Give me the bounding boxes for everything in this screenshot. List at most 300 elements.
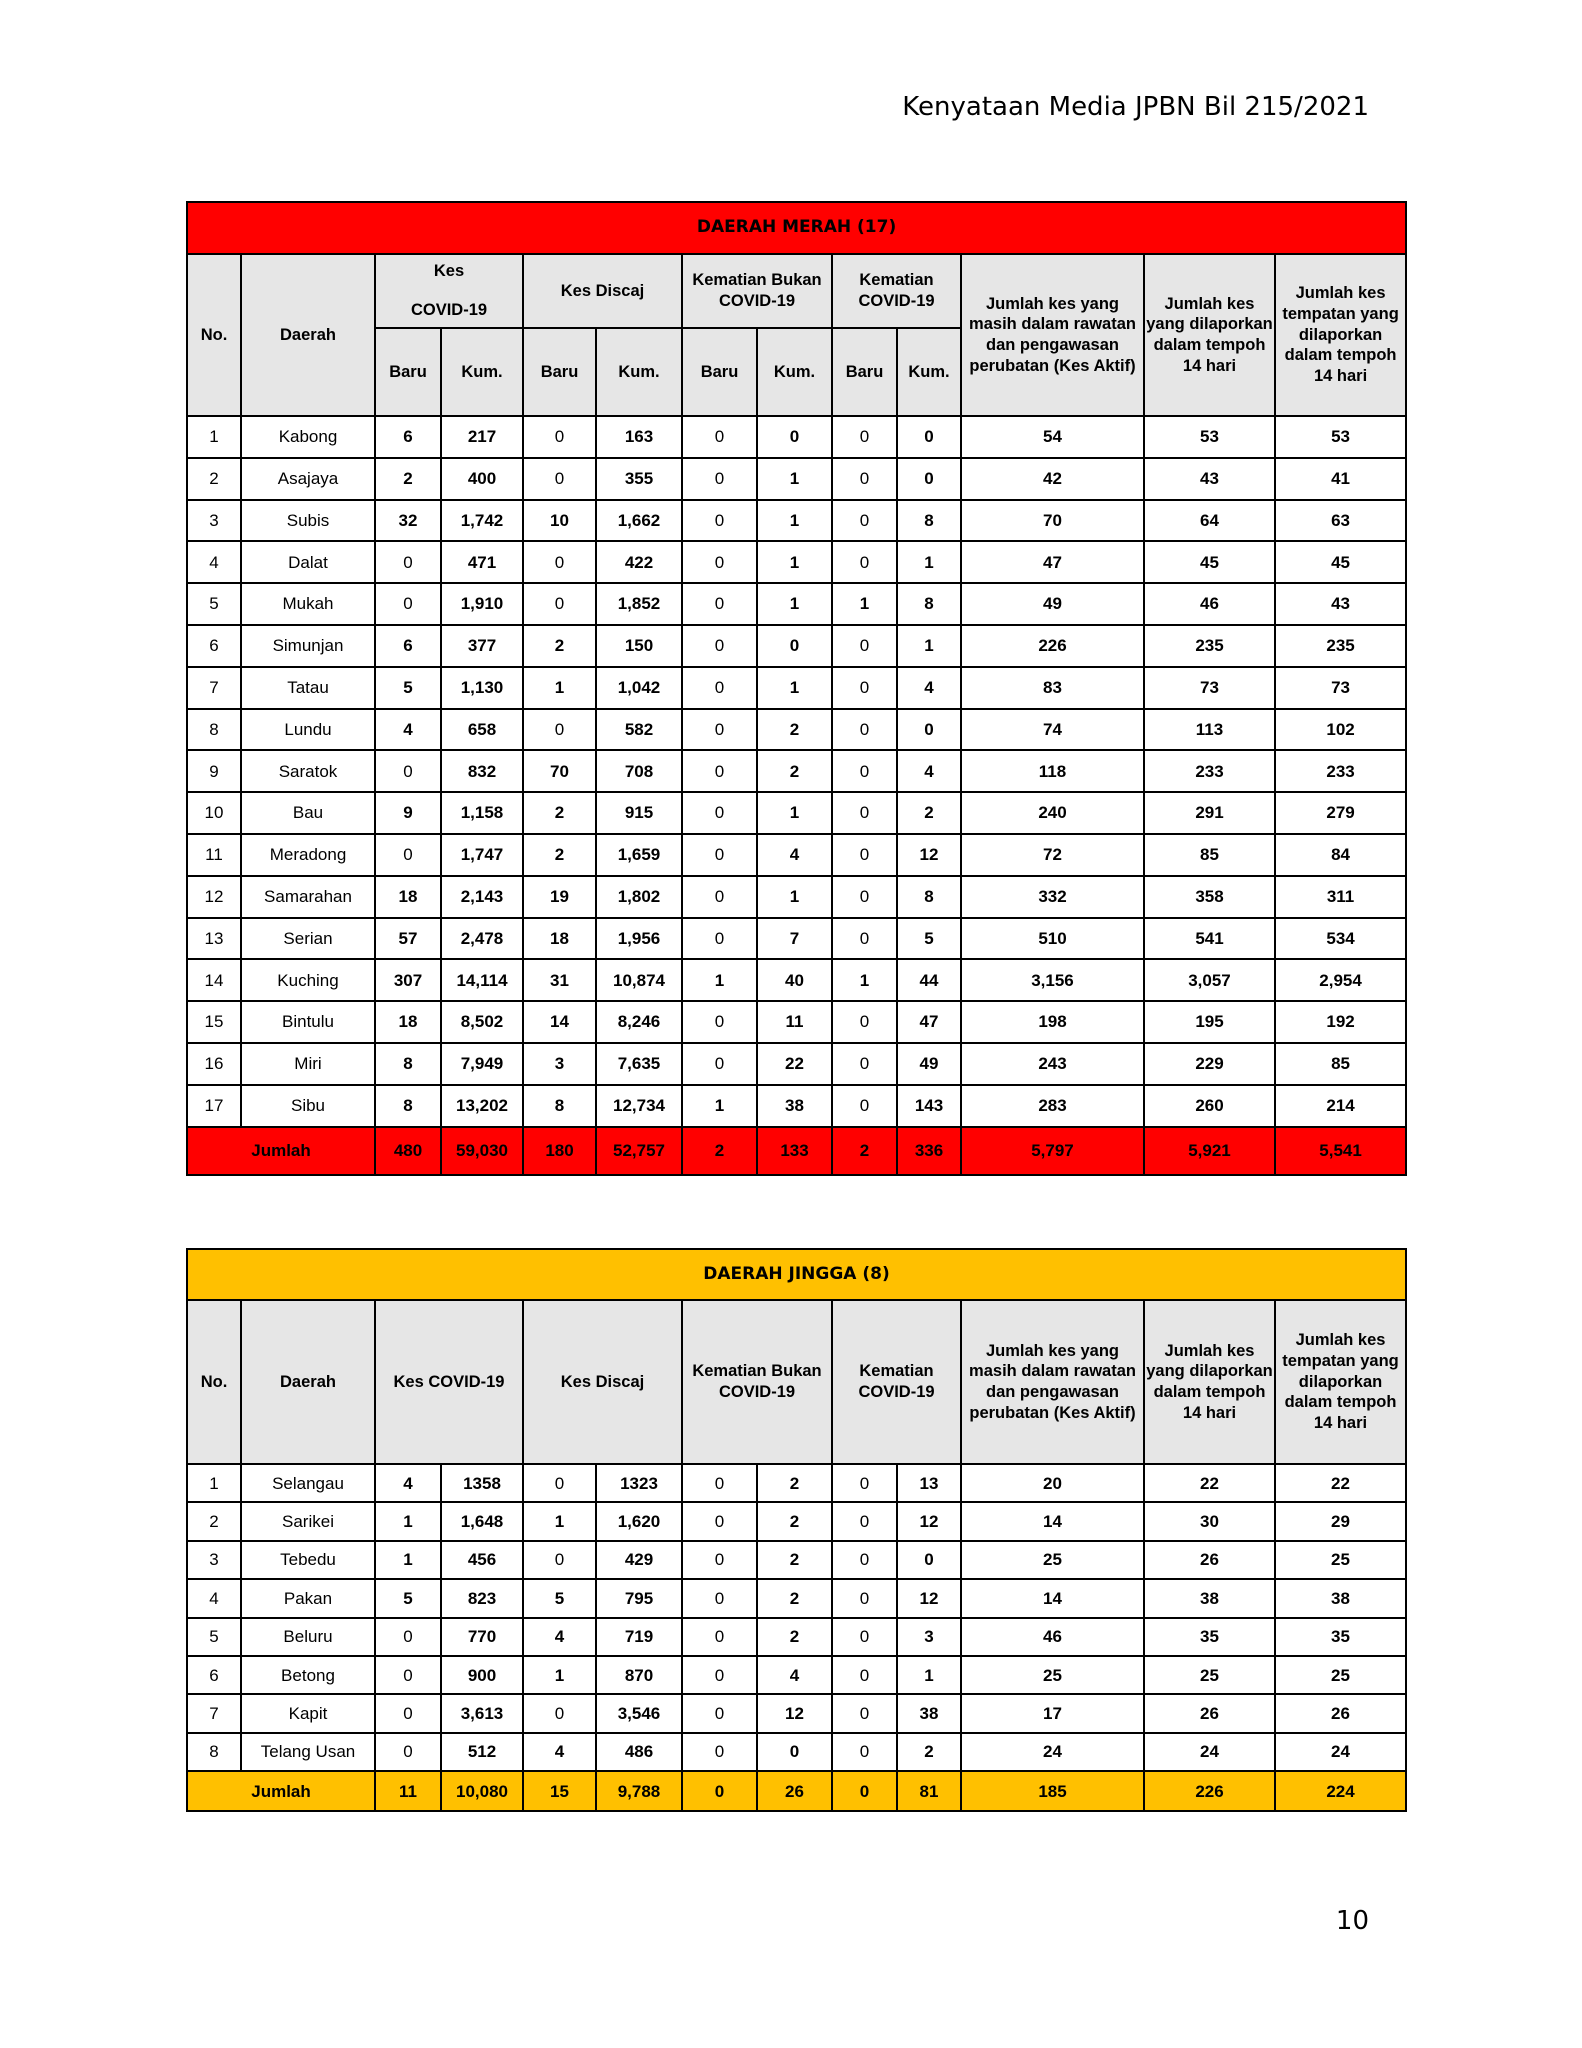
cell-kematian-kum: 12: [897, 1502, 961, 1540]
cell-no: 8: [187, 1733, 241, 1771]
cell-kes-14-hari: 229: [1144, 1043, 1275, 1085]
daerah-merah-table: [186, 201, 1407, 1176]
cell-kematian-baru: 0: [832, 500, 897, 542]
cell-kes-kum: 13,202: [441, 1085, 523, 1127]
cell-kes-kum: 1,130: [441, 667, 523, 709]
cell-bukan-baru: 0: [682, 1502, 757, 1540]
cell-tempatan-14-hari: 35: [1275, 1618, 1406, 1656]
cell-discaj-baru: 10: [523, 500, 596, 542]
cell-kematian-kum: 2: [897, 792, 961, 834]
total-cell: 10,080: [441, 1771, 523, 1811]
table-row: [187, 792, 1406, 834]
cell-tempatan-14-hari: 192: [1275, 1001, 1406, 1043]
cell-daerah: Mukah: [241, 583, 375, 625]
table-title: DAERAH MERAH (17): [187, 202, 1406, 254]
total-cell: 226: [1144, 1771, 1275, 1811]
cell-daerah: Tatau: [241, 667, 375, 709]
cell-kes-baru: 8: [375, 1085, 441, 1127]
cell-discaj-baru: 0: [523, 1541, 596, 1579]
total-cell: 5,541: [1275, 1127, 1406, 1175]
cell-kematian-kum: 12: [897, 834, 961, 876]
cell-bukan-baru: 0: [682, 1733, 757, 1771]
cell-kes-kum: 456: [441, 1541, 523, 1579]
header-kes-covid: [375, 254, 523, 328]
cell-discaj-kum: 1,852: [596, 583, 682, 625]
cell-kes-baru: 18: [375, 1001, 441, 1043]
cell-daerah: Miri: [241, 1043, 375, 1085]
cell-bukan-baru: 0: [682, 541, 757, 583]
cell-discaj-baru: 2: [523, 625, 596, 667]
table-row: [187, 583, 1406, 625]
cell-bukan-baru: 0: [682, 834, 757, 876]
cell-kematian-baru: 0: [832, 1579, 897, 1617]
cell-kematian-kum: 143: [897, 1085, 961, 1127]
cell-discaj-kum: 1,956: [596, 918, 682, 960]
cell-kes-14-hari: 541: [1144, 918, 1275, 960]
cell-kes-aktif: 17: [961, 1694, 1144, 1732]
header-baru: Baru: [375, 328, 441, 416]
cell-kematian-kum: 3: [897, 1618, 961, 1656]
cell-daerah: Saratok: [241, 750, 375, 792]
cell-kes-baru: 0: [375, 750, 441, 792]
cell-kes-kum: 8,502: [441, 1001, 523, 1043]
cell-discaj-baru: 18: [523, 918, 596, 960]
total-cell: 0: [682, 1771, 757, 1811]
cell-daerah: Bintulu: [241, 1001, 375, 1043]
cell-kematian-kum: 0: [897, 458, 961, 500]
cell-kes-14-hari: 46: [1144, 583, 1275, 625]
cell-bukan-baru: 0: [682, 416, 757, 458]
cell-kes-14-hari: 195: [1144, 1001, 1275, 1043]
cell-kes-aktif: 83: [961, 667, 1144, 709]
cell-kematian-kum: 8: [897, 583, 961, 625]
header-kum: Kum.: [757, 328, 832, 416]
header-daerah: Daerah: [241, 1300, 375, 1464]
cell-kes-aktif: 198: [961, 1001, 1144, 1043]
header-kum: Kum.: [596, 328, 682, 416]
cell-kematian-kum: 2: [897, 1733, 961, 1771]
cell-bukan-kum: 1: [757, 876, 832, 918]
cell-kes-14-hari: 358: [1144, 876, 1275, 918]
table-row: [187, 1043, 1406, 1085]
cell-kematian-kum: 44: [897, 959, 961, 1001]
cell-bukan-kum: 2: [757, 1579, 832, 1617]
cell-kematian-baru: 0: [832, 667, 897, 709]
cell-tempatan-14-hari: 233: [1275, 750, 1406, 792]
cell-bukan-kum: 0: [757, 1733, 832, 1771]
cell-bukan-kum: 2: [757, 709, 832, 751]
cell-kes-aktif: 25: [961, 1541, 1144, 1579]
total-cell: 185: [961, 1771, 1144, 1811]
cell-discaj-baru: 0: [523, 541, 596, 583]
total-cell: 5,921: [1144, 1127, 1275, 1175]
cell-kes-kum: 471: [441, 541, 523, 583]
cell-tempatan-14-hari: 534: [1275, 918, 1406, 960]
cell-kematian-kum: 38: [897, 1694, 961, 1732]
cell-bukan-kum: 11: [757, 1001, 832, 1043]
cell-kes-kum: 832: [441, 750, 523, 792]
cell-bukan-baru: 0: [682, 458, 757, 500]
cell-no: 3: [187, 500, 241, 542]
total-cell: 2: [682, 1127, 757, 1175]
cell-no: 2: [187, 1502, 241, 1540]
cell-kes-aktif: 14: [961, 1502, 1144, 1540]
header-kematian: Kematian COVID-19: [832, 254, 961, 328]
header-kes-tempatan-14-hari: Jumlah kes tempatan yang dilaporkan dalam tempoh 14 hari: [1275, 1300, 1406, 1464]
cell-tempatan-14-hari: 43: [1275, 583, 1406, 625]
table-row: [187, 1618, 1406, 1656]
cell-kematian-baru: 0: [832, 1694, 897, 1732]
cell-kematian-baru: 0: [832, 709, 897, 751]
total-cell: 9,788: [596, 1771, 682, 1811]
cell-kes-aktif: 74: [961, 709, 1144, 751]
cell-kematian-baru: 0: [832, 834, 897, 876]
cell-kes-14-hari: 45: [1144, 541, 1275, 583]
cell-kes-kum: 1,747: [441, 834, 523, 876]
cell-daerah: Kuching: [241, 959, 375, 1001]
cell-kes-baru: 307: [375, 959, 441, 1001]
cell-kes-kum: 3,613: [441, 1694, 523, 1732]
cell-no: 7: [187, 667, 241, 709]
cell-bukan-baru: 0: [682, 667, 757, 709]
cell-daerah: Tebedu: [241, 1541, 375, 1579]
cell-kematian-kum: 4: [897, 750, 961, 792]
cell-kes-baru: 0: [375, 1694, 441, 1732]
cell-discaj-kum: 795: [596, 1579, 682, 1617]
cell-kes-aktif: 3,156: [961, 959, 1144, 1001]
cell-kematian-baru: 0: [832, 416, 897, 458]
cell-kematian-baru: 0: [832, 1656, 897, 1694]
cell-bukan-baru: 1: [682, 1085, 757, 1127]
total-cell: 26: [757, 1771, 832, 1811]
cell-kematian-baru: 0: [832, 750, 897, 792]
cell-kematian-baru: 0: [832, 1001, 897, 1043]
cell-kes-baru: 0: [375, 1733, 441, 1771]
cell-kematian-kum: 1: [897, 1656, 961, 1694]
cell-kes-14-hari: 53: [1144, 416, 1275, 458]
cell-bukan-kum: 2: [757, 750, 832, 792]
cell-kes-baru: 32: [375, 500, 441, 542]
cell-no: 16: [187, 1043, 241, 1085]
cell-discaj-baru: 0: [523, 416, 596, 458]
total-cell: 336: [897, 1127, 961, 1175]
cell-discaj-baru: 19: [523, 876, 596, 918]
cell-daerah: Pakan: [241, 1579, 375, 1617]
cell-bukan-kum: 38: [757, 1085, 832, 1127]
cell-discaj-baru: 0: [523, 583, 596, 625]
cell-daerah: Betong: [241, 1656, 375, 1694]
cell-no: 1: [187, 1464, 241, 1502]
cell-kes-baru: 9: [375, 792, 441, 834]
table-row: [187, 416, 1406, 458]
cell-kes-kum: 1,910: [441, 583, 523, 625]
cell-tempatan-14-hari: 214: [1275, 1085, 1406, 1127]
cell-no: 4: [187, 1579, 241, 1617]
cell-discaj-kum: 10,874: [596, 959, 682, 1001]
cell-kematian-kum: 47: [897, 1001, 961, 1043]
cell-discaj-kum: 582: [596, 709, 682, 751]
cell-kes-baru: 8: [375, 1043, 441, 1085]
cell-discaj-kum: 8,246: [596, 1001, 682, 1043]
cell-discaj-baru: 14: [523, 1001, 596, 1043]
cell-no: 17: [187, 1085, 241, 1127]
header-kes-14-hari: Jumlah kes yang dilaporkan dalam tempoh 14 hari: [1144, 254, 1275, 416]
cell-bukan-kum: 22: [757, 1043, 832, 1085]
header-baru: Baru: [682, 328, 757, 416]
cell-kematian-baru: 0: [832, 458, 897, 500]
cell-discaj-kum: 12,734: [596, 1085, 682, 1127]
cell-discaj-baru: 0: [523, 458, 596, 500]
cell-kes-kum: 770: [441, 1618, 523, 1656]
cell-kes-kum: 217: [441, 416, 523, 458]
cell-kes-kum: 512: [441, 1733, 523, 1771]
cell-daerah: Simunjan: [241, 625, 375, 667]
cell-kes-aktif: 283: [961, 1085, 1144, 1127]
cell-no: 8: [187, 709, 241, 751]
total-cell: 2: [832, 1127, 897, 1175]
cell-bukan-kum: 1: [757, 583, 832, 625]
table-row: [187, 1001, 1406, 1043]
cell-kematian-kum: 0: [897, 416, 961, 458]
cell-kes-kum: 900: [441, 1656, 523, 1694]
cell-kes-kum: 1,648: [441, 1502, 523, 1540]
cell-daerah: Beluru: [241, 1618, 375, 1656]
cell-no: 7: [187, 1694, 241, 1732]
cell-kes-aktif: 240: [961, 792, 1144, 834]
cell-no: 9: [187, 750, 241, 792]
table-row: [187, 1733, 1406, 1771]
cell-kematian-kum: 5: [897, 918, 961, 960]
cell-kes-aktif: 118: [961, 750, 1144, 792]
header-kes-tempatan-14-hari: Jumlah kes tempatan yang dilaporkan dalam tempoh 14 hari: [1275, 254, 1406, 416]
cell-kematian-baru: 0: [832, 918, 897, 960]
cell-tempatan-14-hari: 45: [1275, 541, 1406, 583]
cell-daerah: Kapit: [241, 1694, 375, 1732]
cell-kes-14-hari: 26: [1144, 1541, 1275, 1579]
cell-bukan-baru: 0: [682, 1464, 757, 1502]
cell-discaj-baru: 2: [523, 792, 596, 834]
cell-kematian-kum: 1: [897, 625, 961, 667]
cell-discaj-baru: 3: [523, 1043, 596, 1085]
cell-no: 12: [187, 876, 241, 918]
cell-kes-kum: 1358: [441, 1464, 523, 1502]
cell-kes-baru: 1: [375, 1541, 441, 1579]
cell-tempatan-14-hari: 29: [1275, 1502, 1406, 1540]
cell-bukan-baru: 0: [682, 1541, 757, 1579]
table-row: [187, 1502, 1406, 1540]
cell-daerah: Kabong: [241, 416, 375, 458]
cell-daerah: Serian: [241, 918, 375, 960]
cell-discaj-baru: 0: [523, 1694, 596, 1732]
total-cell: 0: [832, 1771, 897, 1811]
cell-kes-kum: 2,478: [441, 918, 523, 960]
cell-no: 6: [187, 1656, 241, 1694]
cell-kes-aktif: 20: [961, 1464, 1144, 1502]
cell-daerah: Meradong: [241, 834, 375, 876]
header-kes-14-hari: Jumlah kes yang dilaporkan dalam tempoh 14 hari: [1144, 1300, 1275, 1464]
cell-bukan-kum: 2: [757, 1618, 832, 1656]
cell-kes-aktif: 332: [961, 876, 1144, 918]
table-row: [187, 1085, 1406, 1127]
cell-kematian-baru: 0: [832, 876, 897, 918]
cell-bukan-baru: 0: [682, 1656, 757, 1694]
cell-kes-kum: 7,949: [441, 1043, 523, 1085]
cell-bukan-baru: 0: [682, 876, 757, 918]
cell-kes-14-hari: 38: [1144, 1579, 1275, 1617]
cell-discaj-kum: 355: [596, 458, 682, 500]
table-row: [187, 918, 1406, 960]
cell-discaj-kum: 150: [596, 625, 682, 667]
cell-kes-14-hari: 43: [1144, 458, 1275, 500]
cell-kes-baru: 18: [375, 876, 441, 918]
cell-daerah: Dalat: [241, 541, 375, 583]
cell-kes-kum: 2,143: [441, 876, 523, 918]
header-kematian-bukan: Kematian Bukan COVID-19: [682, 254, 832, 328]
cell-discaj-kum: 7,635: [596, 1043, 682, 1085]
cell-bukan-baru: 0: [682, 1001, 757, 1043]
cell-kes-kum: 823: [441, 1579, 523, 1617]
cell-discaj-kum: 1,802: [596, 876, 682, 918]
cell-daerah: Asajaya: [241, 458, 375, 500]
cell-no: 10: [187, 792, 241, 834]
cell-daerah: Subis: [241, 500, 375, 542]
total-cell: 52,757: [596, 1127, 682, 1175]
cell-kematian-baru: 1: [832, 583, 897, 625]
cell-bukan-kum: 1: [757, 500, 832, 542]
table-row: [187, 541, 1406, 583]
cell-kes-baru: 0: [375, 834, 441, 876]
total-cell: 480: [375, 1127, 441, 1175]
cell-kes-14-hari: 73: [1144, 667, 1275, 709]
cell-kematian-kum: 1: [897, 541, 961, 583]
cell-no: 6: [187, 625, 241, 667]
header-kum: Kum.: [897, 328, 961, 416]
cell-discaj-kum: 870: [596, 1656, 682, 1694]
cell-kes-baru: 6: [375, 416, 441, 458]
header-kes-line2: COVID-19: [410, 301, 488, 319]
cell-kes-baru: 57: [375, 918, 441, 960]
cell-kes-14-hari: 30: [1144, 1502, 1275, 1540]
cell-kematian-baru: 1: [832, 959, 897, 1001]
cell-discaj-baru: 1: [523, 667, 596, 709]
cell-bukan-kum: 2: [757, 1502, 832, 1540]
cell-tempatan-14-hari: 73: [1275, 667, 1406, 709]
cell-kes-aktif: 46: [961, 1618, 1144, 1656]
cell-tempatan-14-hari: 53: [1275, 416, 1406, 458]
cell-kes-kum: 14,114: [441, 959, 523, 1001]
cell-kes-baru: 4: [375, 1464, 441, 1502]
header-kes-line1: Kes: [433, 262, 465, 281]
cell-kes-aktif: 24: [961, 1733, 1144, 1771]
cell-kes-baru: 0: [375, 1656, 441, 1694]
cell-bukan-baru: 0: [682, 1579, 757, 1617]
cell-bukan-baru: 0: [682, 1043, 757, 1085]
cell-kematian-baru: 0: [832, 625, 897, 667]
cell-bukan-baru: 0: [682, 709, 757, 751]
cell-kes-kum: 658: [441, 709, 523, 751]
cell-tempatan-14-hari: 22: [1275, 1464, 1406, 1502]
cell-bukan-kum: 7: [757, 918, 832, 960]
cell-bukan-kum: 1: [757, 458, 832, 500]
cell-discaj-kum: 429: [596, 1541, 682, 1579]
cell-discaj-baru: 0: [523, 709, 596, 751]
cell-kematian-baru: 0: [832, 1541, 897, 1579]
cell-discaj-kum: 3,546: [596, 1694, 682, 1732]
cell-kematian-kum: 0: [897, 1541, 961, 1579]
cell-kematian-baru: 0: [832, 1618, 897, 1656]
header-kematian-bukan: Kematian Bukan COVID-19: [682, 1300, 832, 1464]
cell-discaj-baru: 0: [523, 1464, 596, 1502]
cell-tempatan-14-hari: 25: [1275, 1541, 1406, 1579]
cell-discaj-baru: 2: [523, 834, 596, 876]
table-row: [187, 750, 1406, 792]
cell-kematian-kum: 49: [897, 1043, 961, 1085]
header-kematian: Kematian COVID-19: [832, 1300, 961, 1464]
cell-tempatan-14-hari: 102: [1275, 709, 1406, 751]
cell-kes-14-hari: 233: [1144, 750, 1275, 792]
cell-bukan-kum: 12: [757, 1694, 832, 1732]
header-no: No.: [187, 254, 241, 416]
cell-kes-14-hari: 35: [1144, 1618, 1275, 1656]
cell-kes-14-hari: 291: [1144, 792, 1275, 834]
total-cell: 81: [897, 1771, 961, 1811]
cell-daerah: Samarahan: [241, 876, 375, 918]
cell-kes-14-hari: 22: [1144, 1464, 1275, 1502]
cell-no: 5: [187, 583, 241, 625]
cell-kes-baru: 0: [375, 541, 441, 583]
total-label: Jumlah: [187, 1127, 375, 1175]
table-row: [187, 709, 1406, 751]
cell-tempatan-14-hari: 24: [1275, 1733, 1406, 1771]
table-row: [187, 1694, 1406, 1732]
cell-no: 14: [187, 959, 241, 1001]
cell-discaj-baru: 5: [523, 1579, 596, 1617]
cell-bukan-kum: 0: [757, 625, 832, 667]
cell-kes-baru: 1: [375, 1502, 441, 1540]
cell-kes-aktif: 70: [961, 500, 1144, 542]
cell-discaj-baru: 31: [523, 959, 596, 1001]
header-no: No.: [187, 1300, 241, 1464]
cell-bukan-baru: 0: [682, 500, 757, 542]
cell-no: 1: [187, 416, 241, 458]
header-baru: Baru: [523, 328, 596, 416]
cell-kes-kum: 377: [441, 625, 523, 667]
cell-kes-14-hari: 3,057: [1144, 959, 1275, 1001]
total-cell: 11: [375, 1771, 441, 1811]
cell-discaj-kum: 1,662: [596, 500, 682, 542]
cell-discaj-kum: 708: [596, 750, 682, 792]
cell-daerah: Sibu: [241, 1085, 375, 1127]
cell-discaj-kum: 1,042: [596, 667, 682, 709]
cell-discaj-kum: 719: [596, 1618, 682, 1656]
cell-daerah: Telang Usan: [241, 1733, 375, 1771]
cell-kes-baru: 0: [375, 583, 441, 625]
cell-discaj-baru: 4: [523, 1733, 596, 1771]
cell-kematian-baru: 0: [832, 541, 897, 583]
cell-bukan-baru: 0: [682, 918, 757, 960]
cell-bukan-baru: 0: [682, 792, 757, 834]
table-row: [187, 500, 1406, 542]
total-cell: 133: [757, 1127, 832, 1175]
cell-tempatan-14-hari: 84: [1275, 834, 1406, 876]
cell-discaj-kum: 1,620: [596, 1502, 682, 1540]
cell-kematian-kum: 8: [897, 876, 961, 918]
cell-kematian-baru: 0: [832, 792, 897, 834]
cell-kes-14-hari: 64: [1144, 500, 1275, 542]
table-title: DAERAH JINGGA (8): [187, 1249, 1406, 1300]
daerah-jingga-table: [186, 1248, 1407, 1812]
cell-discaj-baru: 8: [523, 1085, 596, 1127]
